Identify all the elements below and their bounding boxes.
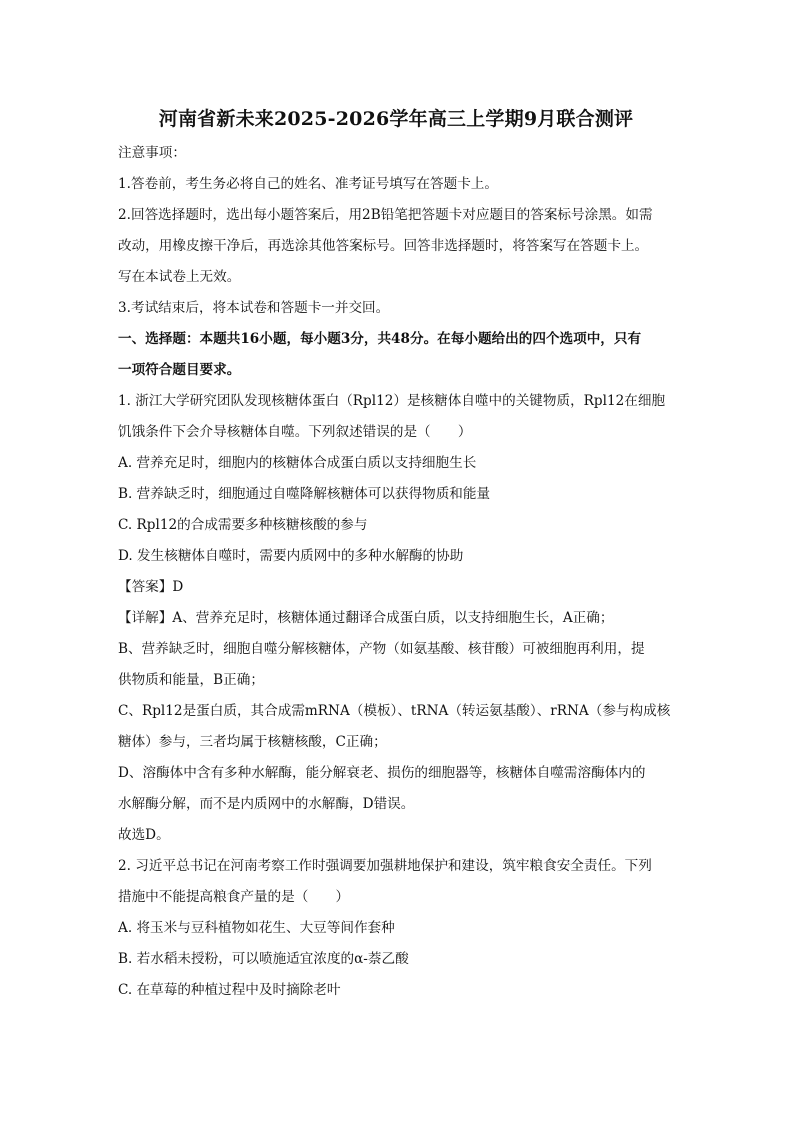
question-1-option-c: C. Rpl12的合成需要多种核糖核酸的参与 [118, 517, 368, 533]
question-1-explanation: B、营养缺乏时，细胞自噬分解核糖体，产物（如氨基酸、核苷酸）可被细胞再利用，提 [118, 641, 645, 657]
question-1-explanation: 【详解】A、营养充足时，核糖体通过翻译合成蛋白质，以支持细胞生长，A正确； [118, 610, 614, 626]
question-2-option-c: C. 在草莓的种植过程中及时摘除老叶 [118, 982, 341, 998]
question-1-explanation: C、Rpl12是蛋白质，其合成需mRNA（模板）、tRNA（转运氨基酸）、rRNA（参与构成核 [118, 703, 671, 719]
question-2-option-a: A. 将玉米与豆科植物如花生、大豆等间作套种 [118, 920, 395, 936]
question-1-answer: 【答案】D [118, 579, 184, 595]
question-1-option-d: D. 发生核糖体自噬时，需要内质网中的多种水解酶的协助 [118, 548, 464, 564]
question-1-explanation: D、溶酶体中含有多种水解酶，能分解衰老、损伤的细胞器等，核糖体自噬需溶酶体内的 [118, 765, 646, 781]
question-1-explanation: 故选D。 [118, 827, 170, 843]
question-1-stem: 1. 浙江大学研究团队发现核糖体蛋白（Rpl12）是核糖体自噬中的关键物质，Rpl12在细胞 [118, 393, 666, 409]
section-heading: 一、选择题：本题共16小题，每小题3分，共48分。在每小题给出的四个选项中，只有 [118, 331, 642, 347]
notice-line: 改动，用橡皮擦干净后，再选涂其他答案标号。回答非选择题时，将答案写在答题卡上。 [118, 238, 649, 254]
notice-line: 2.回答选择题时，选出每小题答案后，用2B铅笔把答题卡对应题目的答案标号涂黑。如需 [118, 207, 653, 223]
question-2-stem: 措施中不能提高粮食产量的是（ ） [118, 889, 350, 905]
notice-heading: 注意事项： [118, 145, 186, 161]
section-heading: 一项符合题目要求。 [118, 362, 241, 378]
question-1-explanation: 水解酶分解，而不是内质网中的水解酶，D错误。 [118, 796, 415, 812]
question-1-stem: 饥饿条件下会介导核糖体自噬。下列叙述错误的是（ ） [118, 424, 472, 440]
document-title: 河南省新未来2025-2026学年高三上学期9月联合测评 [158, 108, 634, 130]
notice-line: 3.考试结束后，将本试卷和答题卡一并交回。 [118, 300, 390, 316]
question-2-option-b: B. 若水稻未授粉，可以喷施适宜浓度的α-萘乙酸 [118, 951, 409, 967]
question-1-explanation: 糖体）参与，三者均属于核糖核酸，C正确； [118, 734, 387, 750]
question-1-option-b: B. 营养缺乏时，细胞通过自噬降解核糖体可以获得物质和能量 [118, 486, 491, 502]
question-1-option-a: A. 营养充足时，细胞内的核糖体合成蛋白质以支持细胞生长 [118, 455, 477, 471]
notice-line: 写在本试卷上无效。 [118, 269, 241, 285]
question-2-stem: 2. 习近平总书记在河南考察工作时强调要加强耕地保护和建设，筑牢粮食安全责任。下列 [118, 858, 652, 874]
question-1-explanation: 供物质和能量，B正确； [118, 672, 264, 688]
notice-line: 1.答卷前，考生务必将自己的姓名、准考证号填写在答题卡上。 [118, 176, 498, 192]
